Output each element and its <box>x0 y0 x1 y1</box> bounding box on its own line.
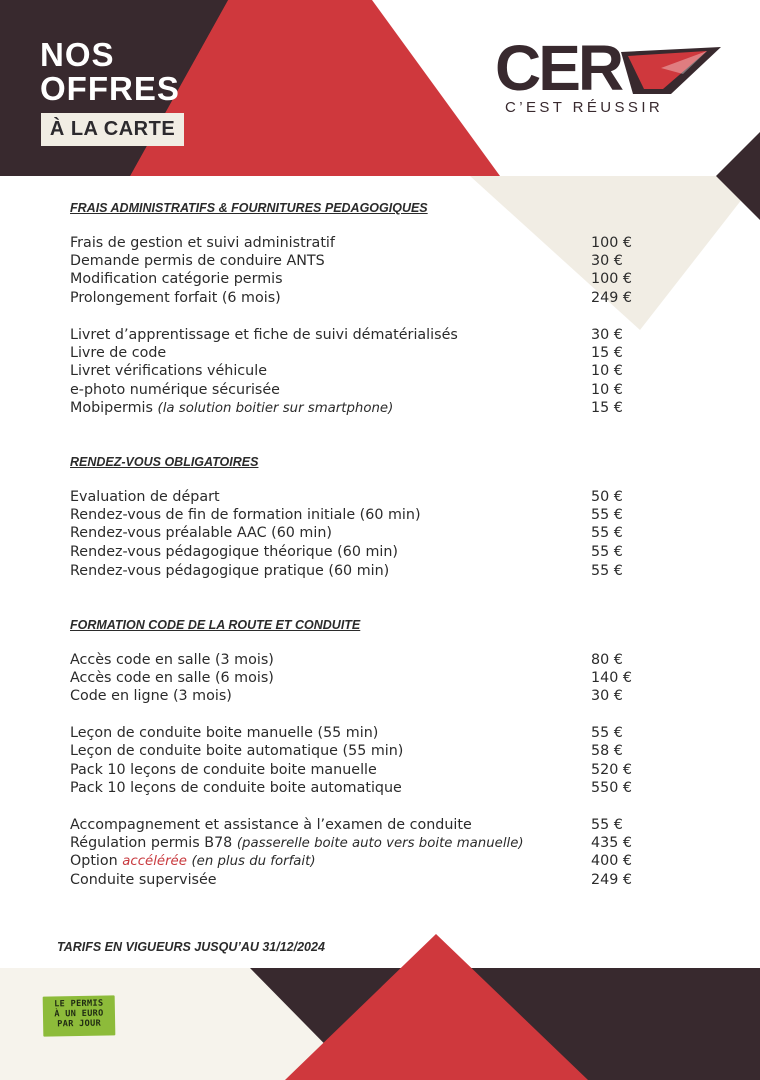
row-label-main: Mobipermis <box>70 400 153 416</box>
row-label: Demande permis de conduire ANTS <box>70 253 325 269</box>
tariff-validity-note: TARIFS EN VIGUEURS JUSQU’AU 31/12/2024 <box>57 940 325 954</box>
row-price: 100 € <box>591 271 632 287</box>
row-label: Accès code en salle (3 mois) <box>70 652 274 668</box>
row-label-main: Option <box>70 853 118 869</box>
row-label: Frais de gestion et suivi administratif <box>70 235 335 251</box>
row-label: Livre de code <box>70 345 167 361</box>
logo-wordmark: CER <box>495 32 622 104</box>
row-label: Code en ligne (3 mois) <box>70 688 232 704</box>
row-price: 10 € <box>591 382 623 398</box>
row-price: 249 € <box>591 290 632 306</box>
row-label: Rendez-vous préalable AAC (60 min) <box>70 525 332 541</box>
row-label: e-photo numérique sécurisée <box>70 382 280 398</box>
row-price: 400 € <box>591 853 632 869</box>
row-label: Accompagnement et assistance à l’examen de conduite <box>70 817 472 833</box>
price-row <box>70 742 650 760</box>
price-row <box>70 852 650 870</box>
row-label-note: (la solution boitier sur smartphone) <box>157 401 394 416</box>
row-price: 30 € <box>591 688 623 704</box>
price-row <box>70 488 650 506</box>
price-row <box>70 651 650 669</box>
stamp-line2: À UN EURO <box>54 1008 104 1020</box>
row-price: 15 € <box>591 345 623 361</box>
row-label: Pack 10 leçons de conduite boite automatique <box>70 780 402 796</box>
row-label <box>70 852 316 871</box>
row-label <box>70 834 524 853</box>
row-price: 55 € <box>591 817 623 833</box>
row-label: Leçon de conduite boite manuelle (55 min) <box>70 725 379 741</box>
header-title-line1: NOS <box>40 36 115 73</box>
permis-un-euro-stamp <box>43 995 116 1036</box>
row-label-note: (passerelle boite auto vers boite manuelle) <box>236 836 524 851</box>
row-price: 30 € <box>591 253 623 269</box>
row-price: 249 € <box>591 872 632 888</box>
row-label-accent: accélérée <box>122 854 187 869</box>
row-label-note: (en plus du forfait) <box>191 854 316 869</box>
row-price: 55 € <box>591 563 623 579</box>
header-title <box>40 38 180 106</box>
row-label: Prolongement forfait (6 mois) <box>70 290 281 306</box>
price-row <box>70 562 650 580</box>
row-price: 50 € <box>591 489 623 505</box>
logo-tagline: C’EST RÉUSSIR <box>505 99 664 116</box>
price-row <box>70 289 650 307</box>
row-label-main: Régulation permis B78 <box>70 835 233 851</box>
row-price: 30 € <box>591 327 623 343</box>
price-row <box>70 362 650 380</box>
row-label: Leçon de conduite boite automatique (55 min) <box>70 743 404 759</box>
row-label: Pack 10 leçons de conduite boite manuelle <box>70 762 377 778</box>
price-row <box>70 252 650 270</box>
row-price: 550 € <box>591 780 632 796</box>
price-row <box>70 381 650 399</box>
header-title-line2: OFFRES <box>40 70 180 107</box>
brand-logo <box>493 32 723 120</box>
price-row <box>70 871 650 889</box>
price-row <box>70 234 650 252</box>
price-row <box>70 326 650 344</box>
price-row <box>70 399 650 417</box>
row-price: 10 € <box>591 363 623 379</box>
row-label: Accès code en salle (6 mois) <box>70 670 274 686</box>
price-row <box>70 687 650 705</box>
row-label: Rendez-vous pédagogique théorique (60 min) <box>70 544 399 560</box>
header-subtitle: À LA CARTE <box>41 113 184 146</box>
price-row <box>70 669 650 687</box>
price-row <box>70 270 650 288</box>
section-title-rdv: RENDEZ-VOUS OBLIGATOIRES <box>70 455 259 469</box>
price-row <box>70 543 650 561</box>
row-price: 435 € <box>591 835 632 851</box>
price-row <box>70 761 650 779</box>
stamp-line3: PAR JOUR <box>57 1018 102 1030</box>
price-row <box>70 524 650 542</box>
row-price: 80 € <box>591 652 623 668</box>
row-price: 55 € <box>591 544 623 560</box>
row-price: 58 € <box>591 743 623 759</box>
price-row <box>70 816 650 834</box>
row-price: 55 € <box>591 725 623 741</box>
row-label: Modification catégorie permis <box>70 271 283 287</box>
row-label: Evaluation de départ <box>70 489 220 505</box>
price-row <box>70 724 650 742</box>
price-row <box>70 779 650 797</box>
row-label: Rendez-vous pédagogique pratique (60 min) <box>70 563 390 579</box>
price-row <box>70 344 650 362</box>
row-price: 140 € <box>591 670 632 686</box>
row-price: 55 € <box>591 507 623 523</box>
row-price: 520 € <box>591 762 632 778</box>
row-label: Livret d’apprentissage et fiche de suivi dématérialisés <box>70 327 458 343</box>
section-title-admin: FRAIS ADMINISTRATIFS & FOURNITURES PEDAGOGIQUES <box>70 201 428 215</box>
row-label: Conduite supervisée <box>70 872 217 888</box>
section-title-formation: FORMATION CODE DE LA ROUTE ET CONDUITE <box>70 618 361 632</box>
row-label: Rendez-vous de fin de formation initiale (60 min) <box>70 507 421 523</box>
row-price: 100 € <box>591 235 632 251</box>
price-row <box>70 506 650 524</box>
price-row <box>70 834 650 852</box>
row-label: Livret vérifications véhicule <box>70 363 268 379</box>
row-price: 55 € <box>591 525 623 541</box>
row-price: 15 € <box>591 400 623 416</box>
row-label <box>70 399 393 418</box>
stamp-line1: LE PERMIS <box>54 998 104 1010</box>
